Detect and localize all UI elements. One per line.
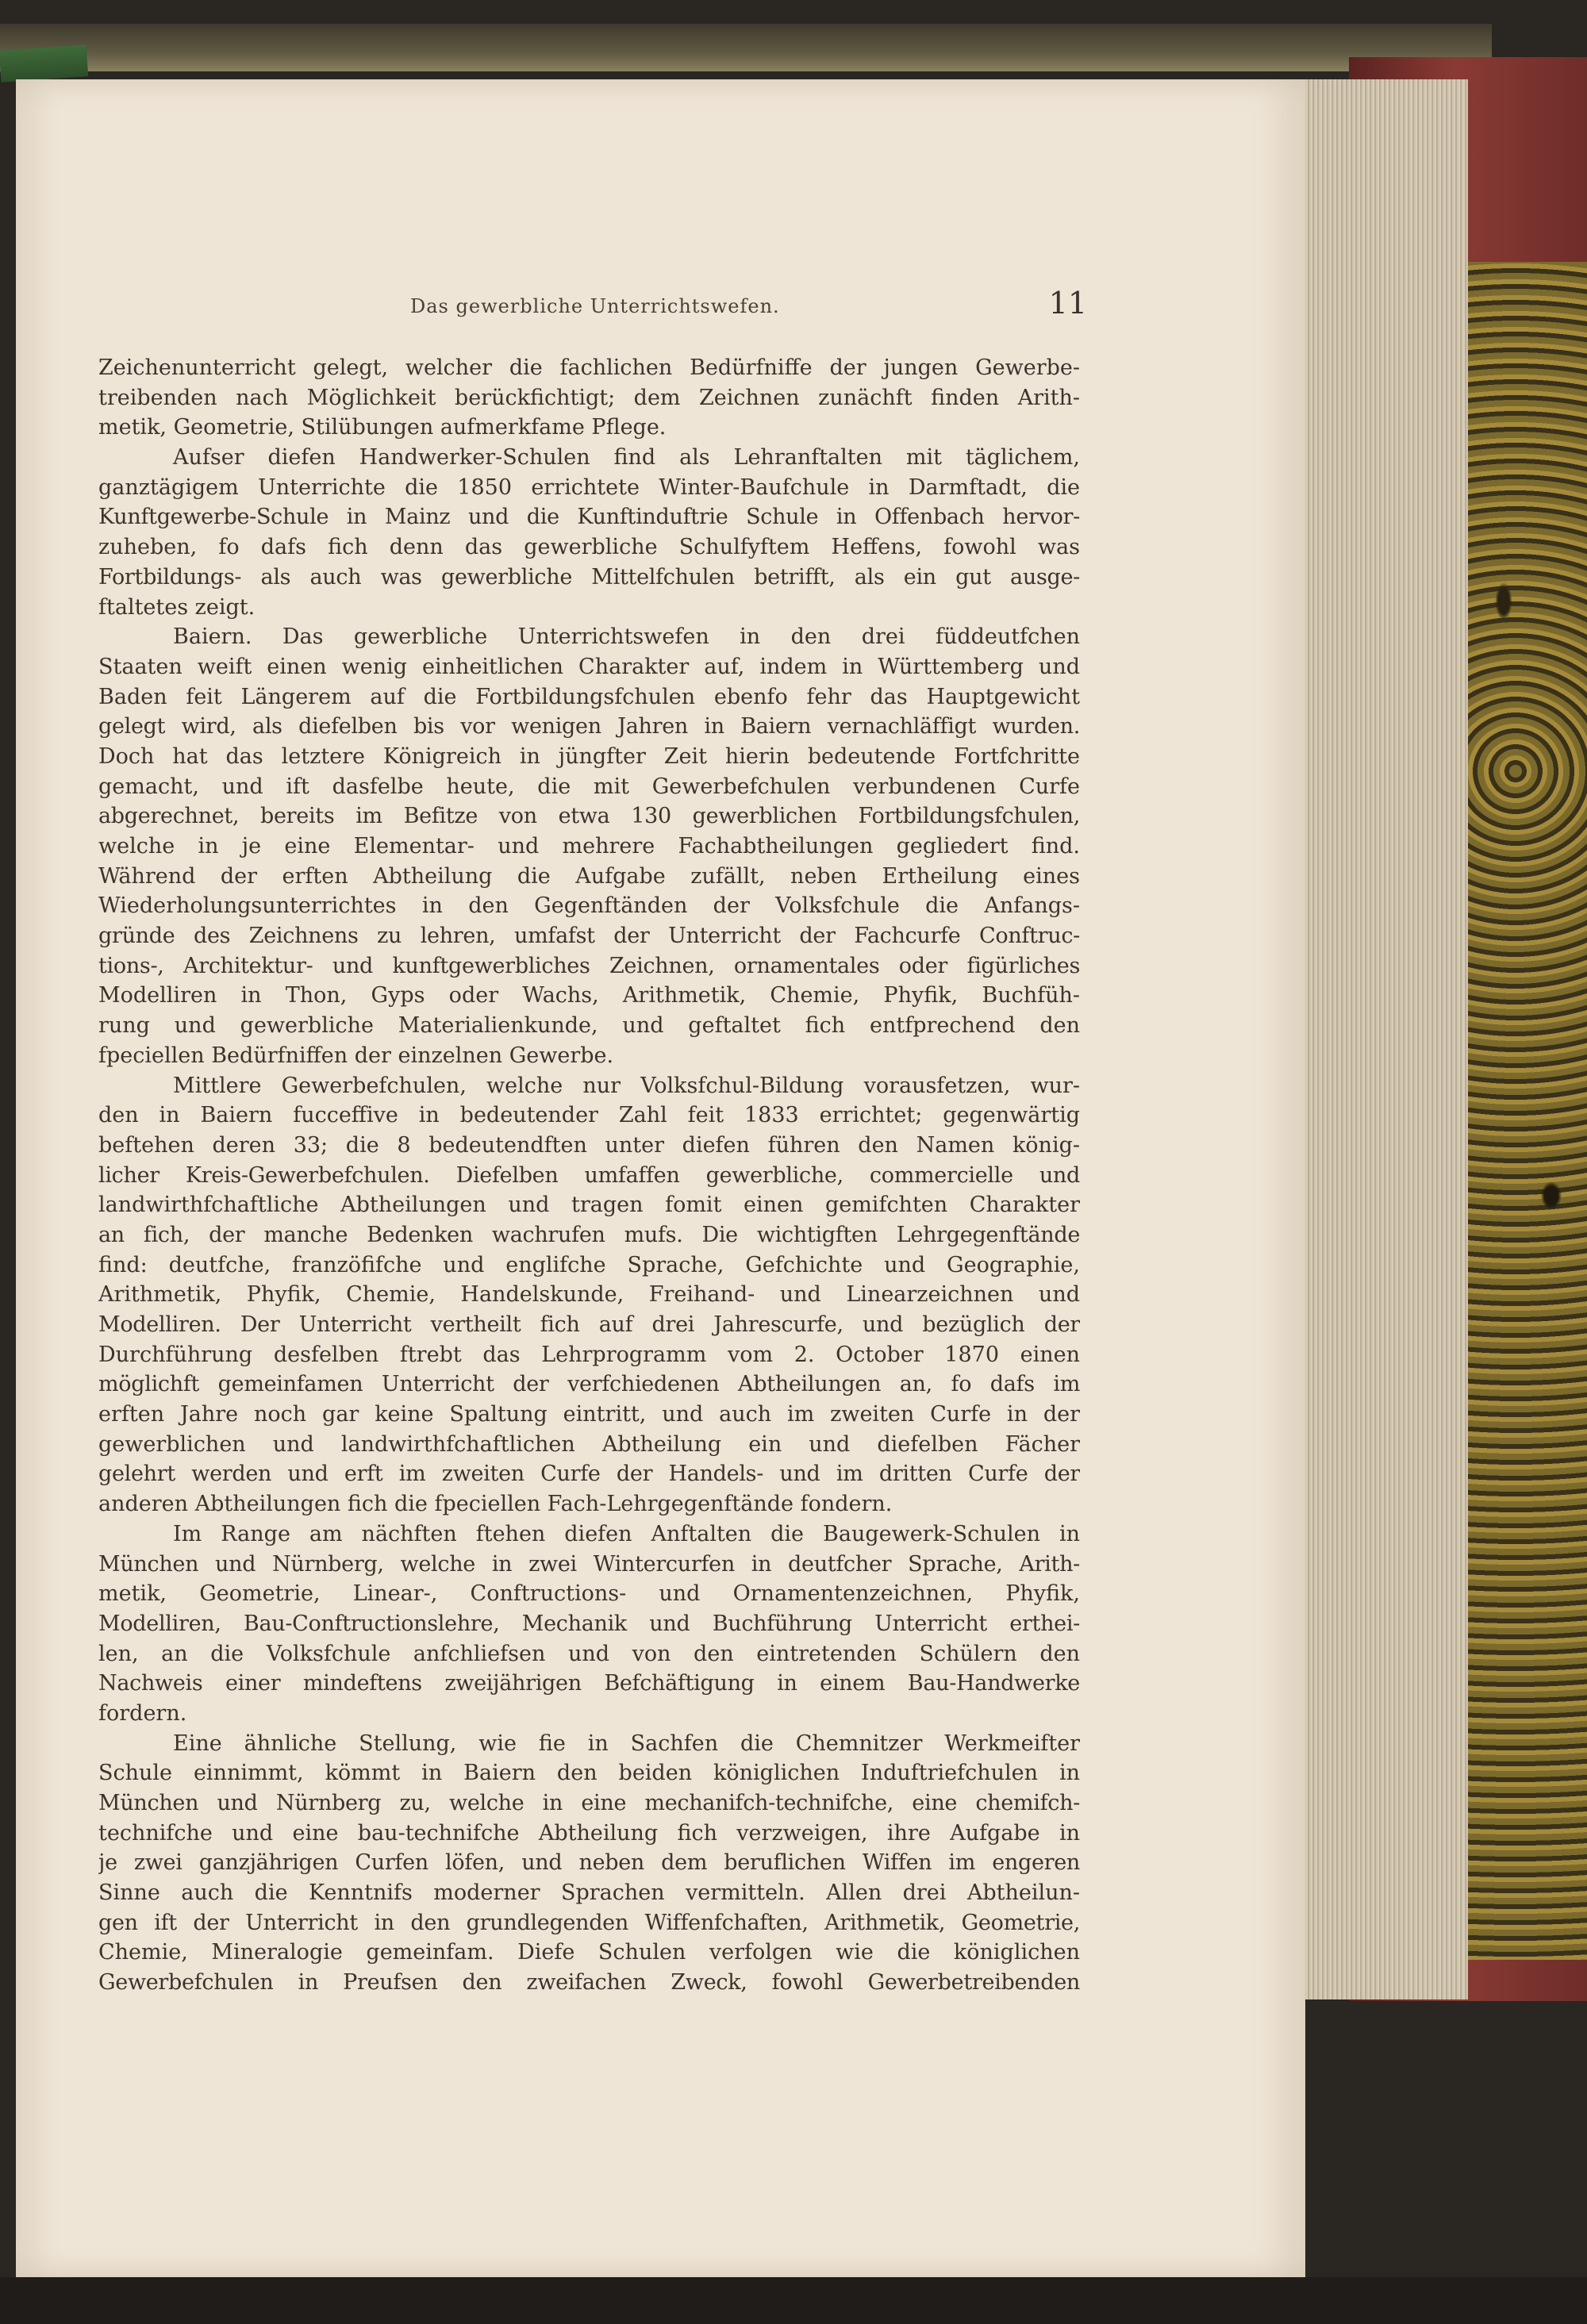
text-line: gelehrt werden und erft im zweiten Curfe der Handels- und im dritten Curfe der <box>98 1462 1080 1487</box>
text-line: Modelliren, Bau-Conftructionslehre, Mechanik und Buchführung Unterricht erthei- <box>98 1611 1080 1636</box>
text-line: fordern. <box>98 1700 187 1726</box>
text-line: gewerblichen und landwirthfchaftlichen Abtheilung ein und diefelben Fächer <box>98 1431 1080 1457</box>
text-line: technifche und eine bau-technifche Abtheilung fich verzweigen, ihre Aufgabe in <box>98 1820 1080 1846</box>
text-line: Modelliren. Der Unterricht vertheilt fich auf drei Jahrescurfe, und bezüglich der <box>98 1312 1080 1337</box>
body-text <box>98 353 1080 1998</box>
text-line: Modelliren in Thon, Gyps oder Wachs, Arithmetik, Chemie, Phyfik, Buchfüh- <box>98 983 1080 1008</box>
text-line: tions-, Architektur- und kunftgewerbliches Zeichnen, ornamentales oder figürliches <box>98 953 1080 978</box>
book-top-edge <box>0 24 1492 71</box>
text-line: landwirthfchaftliche Abtheilungen und tragen fomit einen gemifchten Charakter <box>98 1193 1080 1218</box>
text-line: München und Nürnberg, welche in zwei Wintercurfen in deutfcher Sprache, Arith- <box>98 1551 1080 1577</box>
text-line: Doch hat das letztere Königreich in jüngfter Zeit hierin bedeutende Fortfchritte <box>98 743 1080 769</box>
text-line: Schule einnimmt, kömmt in Baiern den beiden königlichen Induftriefchulen in <box>98 1761 1080 1786</box>
text-line: Arithmetik, Phyfik, Chemie, Handelskunde, Freihand- und Linearzeichnen und <box>98 1282 1080 1308</box>
text-line: find: deutfche, franzöfifche und englifche Sprache, Gefchichte und Geographie, <box>98 1252 1080 1277</box>
text-line: Fortbildungs- als auch was gewerbliche Mittelfchulen betrifft, als ein gut ausge- <box>98 564 1080 590</box>
text-line: den in Baiern fucceffive in bedeutender Zahl feit 1833 errichtet; gegenwärtig <box>98 1103 1080 1128</box>
text-line: gemacht, und ift dasfelbe heute, die mit Gewerbefchulen verbundenen Curfe <box>98 774 1080 799</box>
text-line: Baden feit Längerem auf die Fortbildungsfchulen ebenfo fehr das Hauptgewicht <box>98 684 1080 709</box>
background-surface <box>0 2277 1587 2324</box>
marbled-endpaper <box>1468 262 1587 1960</box>
text-line: len, an die Volksfchule anfchliefsen und von den eintretenden Schülern den <box>98 1641 1080 1666</box>
text-line: rung und gewerbliche Materialienkunde, und geftaltet fich entfprechend den <box>98 1013 1080 1039</box>
text-line: Kunftgewerbe-Schule in Mainz und die Kunftinduftrie Schule in Offenbach hervor- <box>98 505 1080 530</box>
text-line: fpeciellen Bedürfniffen der einzelnen Gewerbe. <box>98 1043 614 1068</box>
text-line: metik, Geometrie, Linear-, Conftructions- und Ornamentenzeichnen, Phyfik, <box>98 1581 1080 1607</box>
text-line: Aufser diefen Handwerker-Schulen find als Lehranftalten mit täglichem, <box>173 445 1080 471</box>
text-line: treibenden nach Möglichkeit berückfichtigt; dem Zeichnen zunächft finden Arith- <box>98 385 1080 410</box>
text-line: gründe des Zeichnens zu lehren, umfafst der Unterricht der Fachcurfe Conftruc- <box>98 924 1080 949</box>
text-line: beftehen deren 33; die 8 bedeutendften unter diefen führen den Namen könig- <box>98 1132 1080 1158</box>
text-line: Eine ähnliche Stellung, wie fie in Sachfen die Chemnitzer Werkmeifter <box>173 1731 1080 1756</box>
text-line: Sinne auch die Kenntnifs moderner Sprachen vermitteln. Allen drei Abtheilun- <box>98 1880 1080 1906</box>
text-line: licher Kreis-Gewerbefchulen. Diefelben umfaffen gewerbliche, commercielle und <box>98 1162 1080 1188</box>
text-line: metik, Geometrie, Stilübungen aufmerkfame Pflege. <box>98 415 667 440</box>
text-line: Baiern. Das gewerbliche Unterrichtswefen in den drei füddeutfchen <box>173 624 1080 650</box>
text-line: abgerechnet, bereits im Befitze von etwa 130 gewerblichen Fortbildungsfchulen, <box>98 804 1080 829</box>
text-line: erften Jahre noch gar keine Spaltung eintritt, und auch im zweiten Curfe in der <box>98 1402 1080 1427</box>
text-line: zuheben, fo dafs fich denn das gewerbliche Schulfyftem Heffens, fowohl was <box>98 535 1080 560</box>
text-line: an fich, der manche Bedenken wachrufen mufs. Die wichtigften Lehrgegenftände <box>98 1222 1080 1247</box>
page-stack-edge <box>1301 79 1468 1999</box>
text-line: Während der erften Abtheilung die Aufgabe zufällt, neben Ertheilung eines <box>98 863 1080 889</box>
text-line: gen ift der Unterricht in den grundlegenden Wiffenfchaften, Arithmetik, Geometrie, <box>98 1910 1080 1935</box>
text-line: je zwei ganzjährigen Curfen löfen, und neben dem beruflichen Wiffen im engeren <box>98 1850 1080 1876</box>
text-line: Wiederholungsunterrichtes in den Gegenftänden der Volksfchule die Anfangs- <box>98 893 1080 919</box>
text-line: welche in je eine Elementar- und mehrere Fachabtheilungen gegliedert find. <box>98 834 1080 859</box>
text-line: ftaltetes zeigt. <box>98 594 256 620</box>
bookmark-ribbon <box>0 44 88 83</box>
text-line: möglichft gemeinfamen Unterricht der verfchiedenen Abtheilungen an, fo dafs im <box>98 1372 1080 1397</box>
text-line: München und Nürnberg zu, welche in eine mechanifch-technifche, eine chemifch- <box>98 1791 1080 1815</box>
running-title: Das gewerbliche Unterrichtswefen. <box>410 295 780 317</box>
text-line: Durchführung desfelben ftrebt das Lehrprogramm vom 2. October 1870 einen <box>98 1342 1080 1367</box>
text-line: Staaten weift einen wenig einheitlichen Charakter auf, indem in Württemberg und <box>98 654 1080 679</box>
text-line: Zeichenunterricht gelegt, welcher die fachlichen Bedürfniffe der jungen Gewerbe- <box>98 355 1080 380</box>
text-line: Gewerbefchulen in Preufsen den zweifachen Zweck, fowohl Gewerbetreibenden <box>98 1970 1080 1996</box>
page-number: 11 <box>1048 286 1087 321</box>
text-line: gelegt wird, als diefelben bis vor wenigen Jahren in Baiern vernachläffigt wurden. <box>98 714 1080 739</box>
text-line: Nachweis einer mindeftens zweijährigen Befchäftigung in einem Bau-Handwerke <box>98 1671 1080 1696</box>
text-line: anderen Abtheilungen fich die fpeciellen Fach-Lehrgegenftände fondern. <box>98 1492 893 1517</box>
text-line: Im Range am nächften ftehen diefen Anftalten die Baugewerk-Schulen in <box>173 1521 1080 1546</box>
text-line: Mittlere Gewerbefchulen, welche nur Volksfchul-Bildung vorausfetzen, wur- <box>173 1073 1080 1098</box>
text-line: ganztägigem Unterrichte die 1850 errichtete Winter-Baufchule in Darmftadt, die <box>98 474 1080 500</box>
text-line: Chemie, Mineralogie gemeinfam. Diefe Schulen verfolgen wie die königlichen <box>98 1940 1080 1965</box>
